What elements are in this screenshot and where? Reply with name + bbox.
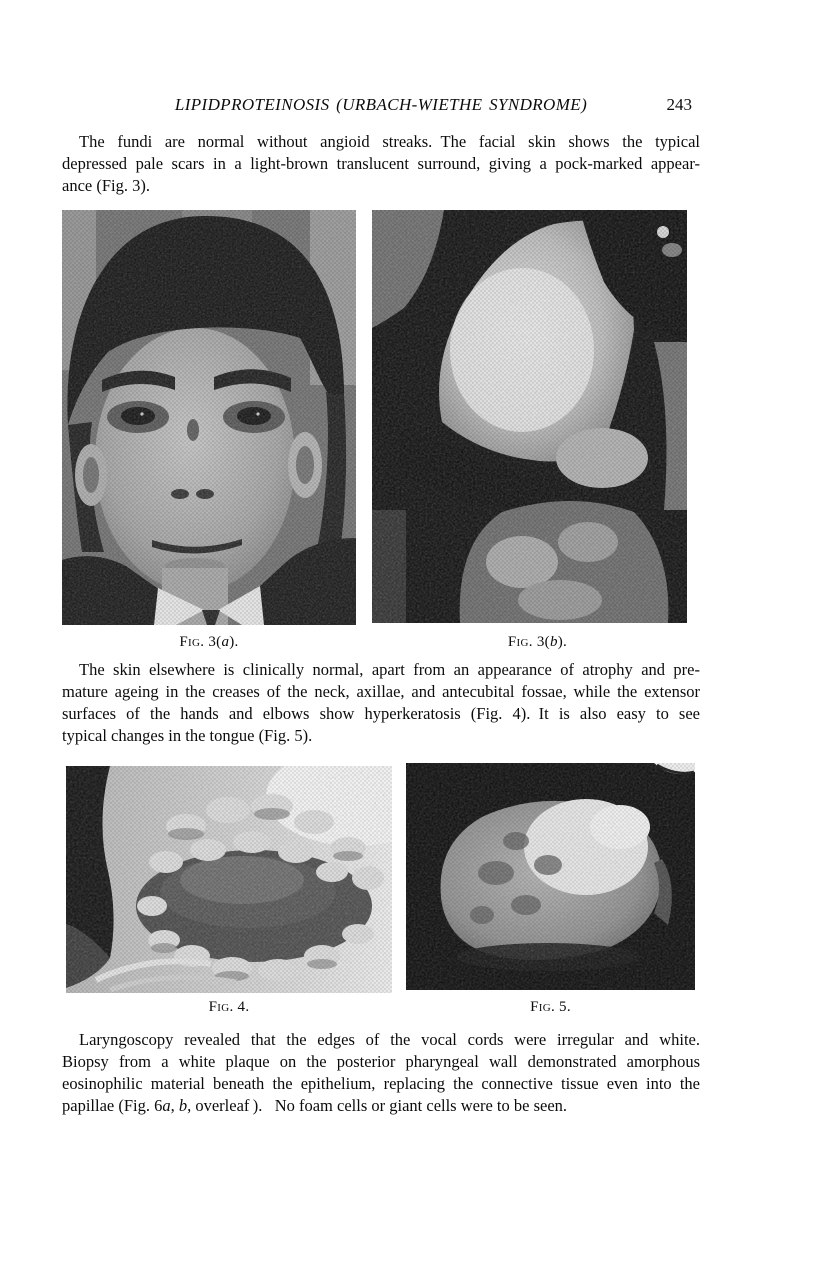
figure-3b-caption: Fig. 3(b). <box>507 634 568 650</box>
hyperkeratosis-skin-photo-illustration <box>66 766 392 993</box>
text-line: Biopsy from a white plaque on the posterior pharyngeal wall demonstrated amorphous <box>62 1052 700 1071</box>
figure-4-photo <box>66 766 392 993</box>
figure-5-caption: Fig. 5. <box>530 999 571 1015</box>
paragraph-1 <box>62 131 700 197</box>
paragraph-2 <box>62 659 700 747</box>
figure-4-caption: Fig. 4. <box>208 999 250 1015</box>
text-line: The skin elsewhere is clinically normal, apart from an appearance of atrophy and pre- <box>79 660 700 679</box>
running-head <box>62 95 700 119</box>
tongue-photo-illustration <box>406 763 695 990</box>
profile-photo-illustration <box>372 210 687 623</box>
text-line: The fundi are normal without angioid streaks. The facial skin shows the typical <box>79 132 700 151</box>
page-title: LIPIDPROTEINOSIS (URBACH-WIETHE SYNDROME) <box>174 95 588 114</box>
page-number: 243 <box>666 95 692 114</box>
text-line: surfaces of the hands and elbows show hyperkeratosis (Fig. 4). It is also easy to see <box>62 704 700 723</box>
figure-5-photo <box>406 763 695 990</box>
portrait-photo-illustration <box>62 210 356 625</box>
text-line: Laryngoscopy revealed that the edges of the vocal cords were irregular and white. <box>79 1030 700 1049</box>
text-line: typical changes in the tongue (Fig. 5). <box>62 726 313 745</box>
text-line: eosinophilic material beneath the epithelium, replacing the connective tissue even into the <box>62 1074 700 1093</box>
figure-3a-photo <box>62 210 356 625</box>
paragraph-3 <box>62 1029 700 1117</box>
text-line: ance (Fig. 3). <box>62 176 150 195</box>
figure-3b-photo <box>372 210 687 623</box>
text-line: depressed pale scars in a light-brown translucent surround, giving a pock-marked appear- <box>62 154 700 173</box>
text-line: mature ageing in the creases of the neck, axillae, and antecubital fossae, while the extensor <box>62 682 700 701</box>
figure-3a-caption: Fig. 3(a). <box>179 634 239 650</box>
text-line: papillae (Fig. 6a, b, overleaf ). No foam cells or giant cells were to be seen. <box>62 1096 568 1115</box>
